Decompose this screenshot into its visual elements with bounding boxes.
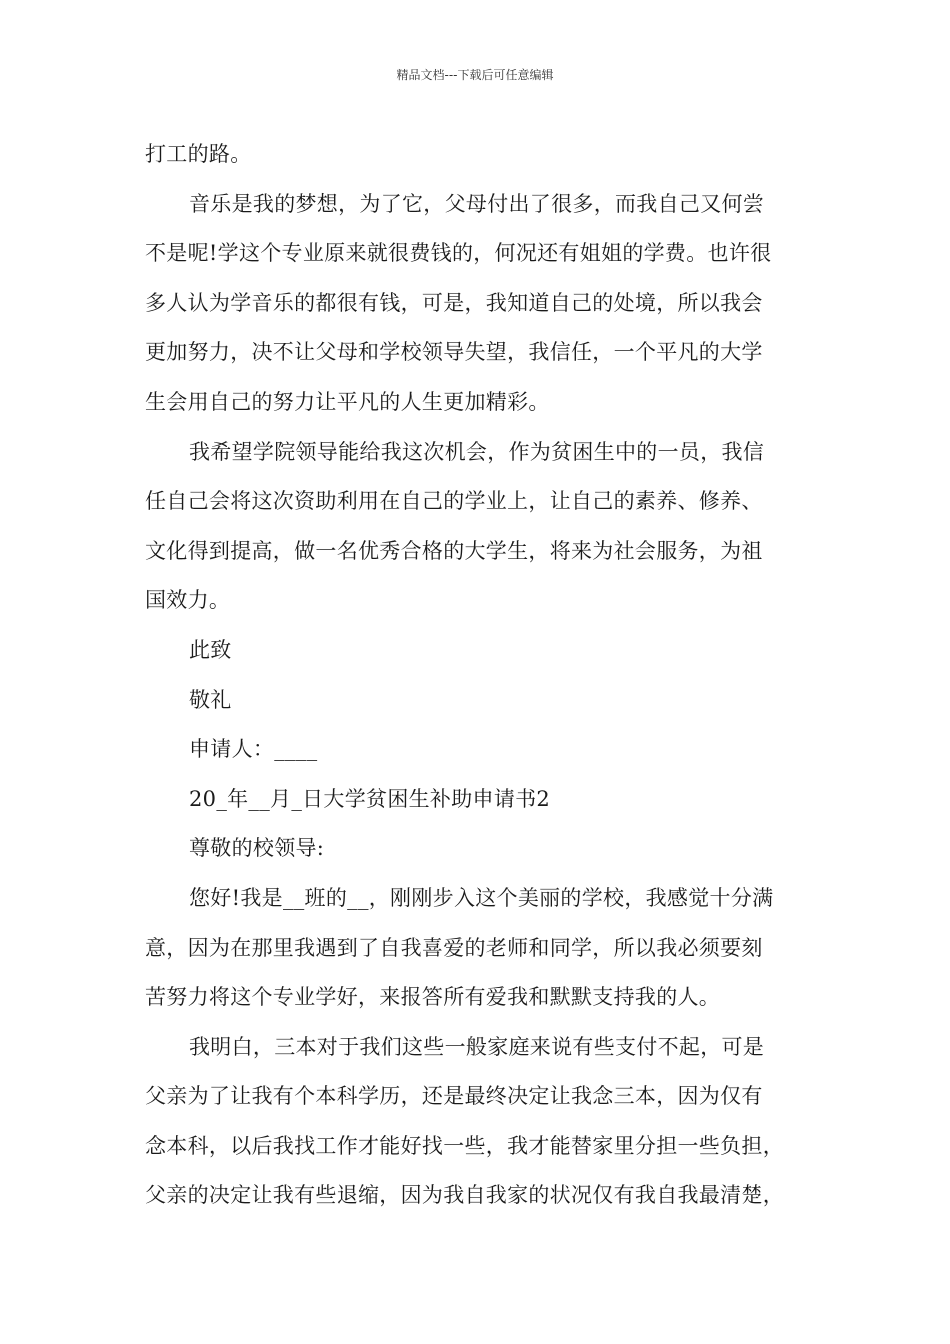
text-line: 您好!我是__班的__，刚刚步入这个美丽的学校，我感觉十分满 (189, 885, 774, 910)
page-header: 精品文档---下载后可任意编辑 (396, 68, 554, 82)
text-line: 我希望学院领导能给我这次机会，作为贫困生中的一员，我信 (189, 439, 765, 464)
text-line: 我明白，三本对于我们这些一般家庭来说有些支付不起，可是 (189, 1034, 765, 1059)
text-line: 国效力。 (145, 588, 231, 613)
text-line: 多人认为学音乐的都很有钱，可是，我知道自己的处境，所以我会 (145, 290, 763, 315)
text-line: 父亲的决定让我有些退缩，因为我自我家的状况仅有我自我最清楚， (145, 1183, 784, 1208)
text-line: 父亲为了让我有个本科学历，还是最终决定让我念三本，因为仅有 (145, 1084, 763, 1109)
text-line: 文化得到提高，做一名优秀合格的大学生，将来为社会服务，为祖 (145, 538, 763, 563)
text-line: 苦努力将这个专业学好，来报答所有爱我和默默支持我的人。 (145, 985, 721, 1010)
text-line: 音乐是我的梦想，为了它，父母付出了很多，而我自己又何尝 (189, 191, 765, 216)
closing-salutation: 此致 (189, 637, 232, 662)
letter-greeting: 尊敬的校领导: (189, 836, 325, 861)
document-body (145, 130, 815, 1221)
text-line: 更加努力，决不让父母和学校领导失望，我信任，一个平凡的大学 (145, 340, 763, 365)
text-line: 念本科，以后我找工作才能好找一些，我才能替家里分担一些负担， (145, 1133, 784, 1158)
text-line: 不是呢!学这个专业原来就很费钱的，何况还有姐姐的学费。也许很 (145, 241, 772, 266)
applicant-signature-line: 申请人：____ (189, 737, 318, 762)
closing-regards: 敬礼 (189, 687, 232, 712)
text-line: 意，因为在那里我遇到了自我喜爱的老师和同学，所以我必须要刻 (145, 935, 763, 960)
text-line: 生会用自己的努力让平凡的人生更加精彩。 (145, 389, 550, 414)
text-line: 任自己会将这次资助利用在自己的学业上，让自己的素养、修养、 (145, 489, 763, 514)
text-line: 打工的路。 (145, 142, 252, 166)
section-title: 20_年__月_日大学贫困生补助申请书2 (189, 786, 551, 811)
